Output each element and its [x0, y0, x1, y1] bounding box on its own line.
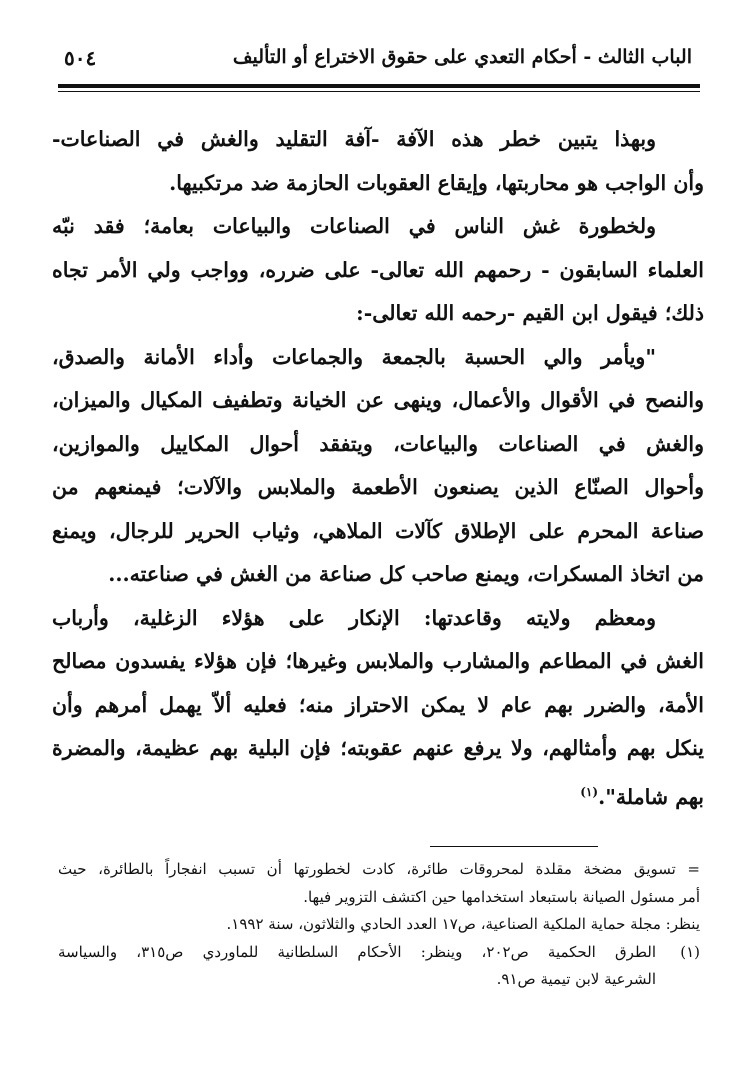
- text-line: ينكل بهم وأمثالهم، ولا يرفع عنهم عقوبته؛ فإن البلية بهم عظيمة، والمضرة: [52, 736, 704, 760]
- text-line: وأحوال الصنّاع الذين يصنعون الأطعمة والملابس والآلات؛ فيمنعهم من: [52, 475, 704, 499]
- chapter-title: الباب الثالث - أحكام التعدي على حقوق الاختراع أو التأليف: [232, 46, 692, 68]
- text-line: ومعظم ولايته وقاعدتها: الإنكار على هؤلاء الزغلية، وأرباب: [52, 605, 656, 630]
- header-rule-thin: [58, 91, 700, 92]
- text-line: من اتخاذ المسكرات، ويمنع صاحب كل صناعة من الغش في صناعته...: [108, 562, 704, 586]
- header-rule-thick: [58, 84, 700, 88]
- text-line: وبهذا يتبين خطر هذه الآفة -آفة التقليد والغش في الصناعات-: [52, 127, 656, 151]
- text-line: ذلك؛ فيقول ابن القيم -رحمه الله تعالى-:: [356, 301, 704, 325]
- footnote-separator: [430, 846, 598, 847]
- text-line: الأمة، والضرر بهم عام لا يمكن الاحتراز منه؛ فعليه ألاّ يهمل أمرهم وأن: [52, 692, 704, 717]
- footnote-line: الشرعية لابن تيمية ص٩١.: [496, 970, 656, 988]
- text-line-last: [52, 771, 704, 819]
- footnote-line: الطرق الحكمية ص٢٠٢، وينظر: الأحكام السلطانية للماوردي ص٣١٥، والسياسة: [58, 942, 657, 961]
- running-header: [58, 40, 698, 80]
- text-line: والنصح في الأقوال والأعمال، وينهى عن الخيانة وتطفيف المكيال والميزان،: [52, 388, 704, 412]
- footnote-line: ينظر: مجلة حماية الملكية الصناعية، ص١٧ العدد الحادي والثلاثون، سنة ١٩٩٢.: [226, 915, 700, 933]
- text-line: ولخطورة غش الناس في الصناعات والبياعات بعامة؛ فقد نبّه: [52, 214, 656, 238]
- text-line-content: بهم شاملة".: [598, 784, 704, 809]
- main-text: [52, 118, 704, 819]
- text-line: والغش في الصناعات والبياعات، ويتفقد أحوال المكاييل والموازين،: [52, 431, 704, 456]
- page-number: ٥٠٤: [64, 46, 97, 70]
- footnote-line: = تسويق مضخة مقلدة لمحروقات طائرة، كادت لخطورتها أن تسبب انفجاراً بالطائرة، حيث: [58, 860, 700, 878]
- text-line: "ويأمر والي الحسبة بالجمعة والجماعات وأداء الأمانة والصدق،: [52, 344, 656, 369]
- footnote-1: [58, 939, 700, 994]
- footnote-line: أمر مسئول الصيانة باستبعاد استخدامها حين اكتشف التزوير فيها.: [303, 887, 700, 906]
- footnote-number: (١): [680, 942, 700, 961]
- footnote-reference: (١): [580, 784, 599, 799]
- text-line: العلماء السابقون - رحمهم الله تعالى- على ضرره، وواجب ولي الأمر تجاه: [52, 257, 704, 282]
- footnotes: [58, 856, 700, 994]
- text-line: وأن الواجب هو محاربتها، وإيقاع العقوبات الحازمة ضد مرتكبيها.: [169, 170, 704, 195]
- text-line: الغش في المطاعم والمشارب والملابس وغيرها؛ فإن هؤلاء يفسدون مصالح: [52, 649, 704, 673]
- text-line: صناعة المحرم على الإطلاق كآلات الملاهي، وثياب الحرير للرجال، ويمنع: [52, 518, 704, 543]
